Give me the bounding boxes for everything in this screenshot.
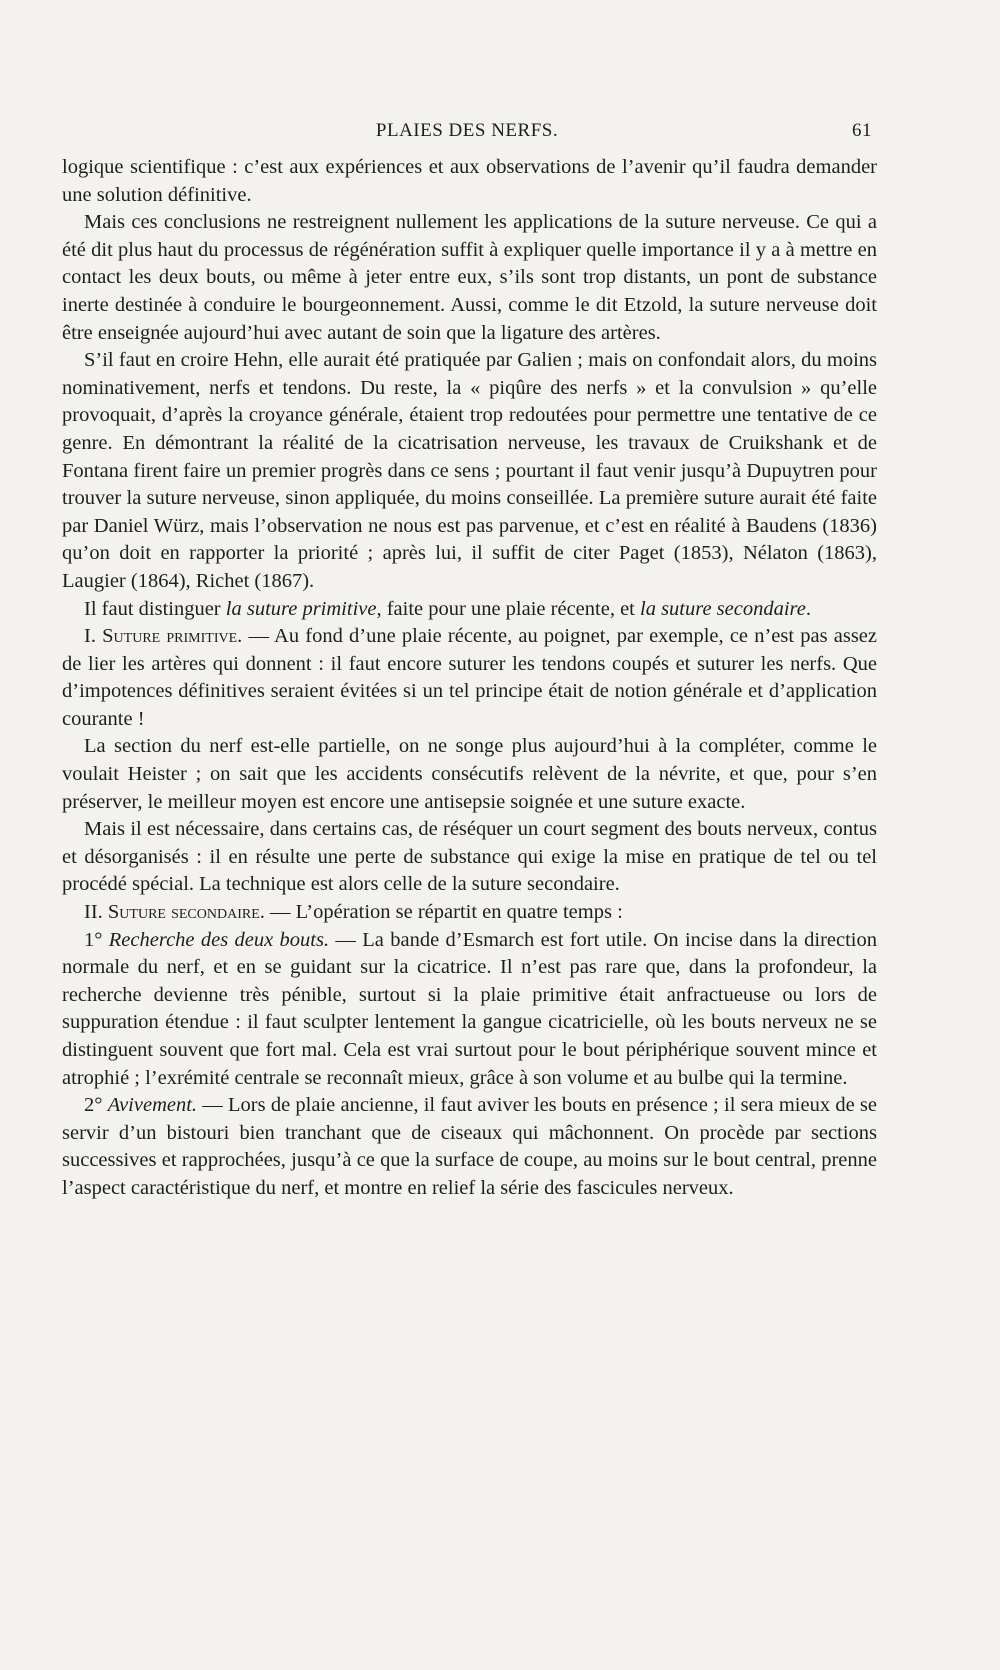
section-number: II. xyxy=(84,901,108,924)
paragraph xyxy=(62,816,877,899)
running-head xyxy=(62,120,872,150)
paragraph xyxy=(62,347,877,595)
paragraph-text: Mais ces conclusions ne restreignent nullement les applications de la suture nerveuse. Ce qui a été dit plus haut du processus de régénération suffit à expliquer quelle importance il y a à mettre en contact les deux bouts, ou même à jeter entre eux, s’ils sont trop distants, un pont de substance inerte destinée à conduire le bourgeonnement. Aussi, comme le dit Etzold, la suture nerveuse doit être enseignée aujourd’hui avec autant de soin que la ligature des artères. xyxy=(62,211,877,344)
section-paragraph xyxy=(62,623,877,733)
section-heading: Suture primitive. xyxy=(102,625,243,648)
italic-term: la suture secondaire xyxy=(640,597,806,620)
paragraph-text: S’il faut en croire Hehn, elle aurait été pratiquée par Galien ; mais on confondait alors, du moins nominativement, nerfs et tendons. Du reste, la « piqûre des nerfs » et la convulsion » qu’elle provoquait, d’après la croyance générale, étaient trop redoutées pour permettre une tentative de ce genre. En démontrant la réalité de la cicatrisation nerveuse, les travaux de Cruikshank et de Fontana firent faire un premier progrès dans ce sens ; pourtant il faut venir jusqu’à Dupuytren pour trouver la suture nerveuse, sinon appliquée, du moins conseillée. La première suture aurait été faite par Daniel Würz, mais l’observation ne nous est pas parvenue, et c’est en réalité à Baudens (1836) qu’on doit en rapporter la priorité ; après lui, il suffit de citer Paget (1853), Nélaton (1863), Laugier (1864), Richet (1867). xyxy=(62,349,877,592)
paragraph-text: Mais il est nécessaire, dans certains cas, de réséquer un court segment des bouts nerveux, contus et désorganisés : il en résulte une perte de substance qui exige la mise en pratique de tel ou tel procédé spécial. La technique est alors celle de la suture secondaire. xyxy=(62,818,877,896)
paragraph-text: — L’opération se répartit en quatre temps : xyxy=(264,901,623,924)
paragraph xyxy=(62,154,877,209)
step-number: 1° xyxy=(84,928,109,951)
paragraph-text: — La bande d’Esmarch est fort utile. On incise dans la direction normale du nerf, et en se guidant sur la cicatrice. Il n’est pas rare que, dans la profondeur, la recherche devienne très pénible, surtout si la plaie primitive était anfractueuse ou lors de suppuration étendue : il faut sculpter lentement la gangue cicatricielle, où les bouts nerveux ne se distinguent souvent que fort mal. Cela est vrai surtout pour le bout périphérique souvent mince et atrophié ; l’exrémité centrale se reconnaît mieux, grâce à son volume et au bulbe qui la termine. xyxy=(62,928,877,1089)
paragraph-text: La section du nerf est-elle partielle, on ne songe plus aujourd’hui à la compléter, comme le voulait Heister ; on sait que les accidents consécutifs relèvent de la névrite, et que, pour s’en préserver, le meilleur moyen est encore une antisepsie soignée et une suture exacte. xyxy=(62,735,877,813)
section-heading: Suture secondaire. xyxy=(107,901,265,924)
paragraph-text: , faite pour une plaie récente, et xyxy=(376,597,640,620)
paragraph xyxy=(62,733,877,816)
step-paragraph xyxy=(62,1092,877,1202)
step-paragraph xyxy=(62,927,877,1093)
section-number: I. xyxy=(84,625,103,648)
paragraph-text: Il faut distinguer xyxy=(84,597,226,620)
paragraph-text: — Lors de plaie ancienne, il faut aviver les bouts en présence ; il sera mieux de se servir d’un bistouri bien tranchant que de ciseaux qui mâchonnent. On procède par sections successives et rapprochées, jusqu’à ce que la surface de coupe, au moins sur le bout central, prenne l’aspect caractéristique du nerf, et montre en relief la série des fascicules nerveux. xyxy=(62,1094,877,1199)
step-heading: Avivement. xyxy=(107,1094,198,1117)
paragraph-text: logique scientifique : c’est aux expériences et aux observations de l’avenir qu’il faudra demander une solution définitive. xyxy=(62,156,877,206)
italic-term: la suture primitive xyxy=(225,597,377,620)
paragraph xyxy=(62,209,877,347)
body-text xyxy=(62,154,877,1203)
step-number: 2° xyxy=(84,1094,108,1117)
step-heading: Recherche des deux bouts. xyxy=(108,928,330,951)
paragraph-text: . xyxy=(805,597,811,620)
section-paragraph xyxy=(62,899,877,927)
paragraph-text: — Au fond d’une plaie récente, au poignet, par exemple, ce n’est pas assez de lier les artères qui donnent : il faut encore suturer les tendons coupés et suturer les nerfs. Que d’impotences définitives seraient évitées si un tel principe était de notion générale et d’application courante ! xyxy=(62,625,878,730)
page-number: 61 xyxy=(852,120,872,141)
paragraph xyxy=(62,596,877,624)
chapter-title: PLAIES DES NERFS. xyxy=(375,120,559,141)
